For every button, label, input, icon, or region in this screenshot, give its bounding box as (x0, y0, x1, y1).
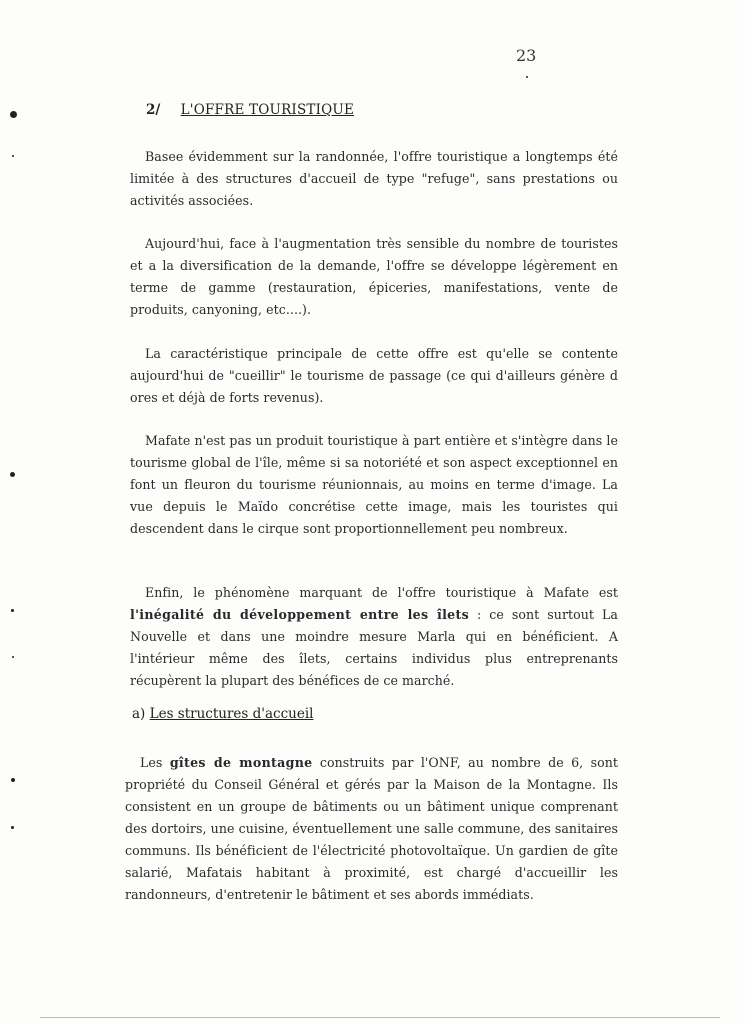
paragraph-4: Mafate n'est pas un produit touristique à part entière et s'intègre dans le tourisme global de l'île, même si sa notoriété et son aspect exceptionnel en font un fleuron du tourisme réunionnais, au moins en terme d'image. La vue depuis le Maïdo concrétise cette image, mais les touristes qui descendent dans le cirque sont proportionnellement peu nombreux. (130, 433, 618, 536)
subsection-heading (132, 706, 313, 722)
scan-speck (11, 826, 14, 829)
scan-speck (11, 778, 15, 782)
paragraph-6 (125, 752, 618, 906)
scan-speck (10, 472, 15, 477)
section-number: 2/ (146, 102, 161, 118)
page-number: 23 (516, 46, 537, 65)
paragraph-2: Aujourd'hui, face à l'augmentation très sensible du nombre de touristes et a la diversification de la demande, l'offre se développe légèrement en terme de gamme (restauration, épiceries, manifestations, vente de produits, canyoning, etc....). (130, 236, 618, 317)
paragraph-5-emphasis: l'inégalité du développement entre les îlets (130, 607, 469, 622)
page-edge (40, 1017, 720, 1018)
paragraph-1: Basee évidemment sur la randonnée, l'offre touristique a longtemps été limitée à des structures d'accueil de type "refuge", sans prestations ou activités associées. (130, 149, 618, 208)
paragraph-5-text-a: Enfin, le phénomène marquant de l'offre touristique à Mafate est (145, 585, 618, 600)
paragraph-6-emphasis: gîtes de montagne (169, 755, 313, 770)
scan-speck (11, 609, 14, 612)
scan-speck (12, 155, 14, 157)
section-heading (146, 102, 354, 118)
paragraph-6-text-a: Les (140, 755, 170, 770)
subsection-label: a) (132, 706, 146, 722)
scan-speck (526, 76, 528, 78)
paragraph-5 (130, 582, 618, 692)
scan-speck (12, 656, 14, 658)
paragraph-6-text-b: construits par l'ONF, au nombre de 6, sont propriété du Conseil Général et gérés par la Maison de la Montagne. Ils consistent en un groupe de bâtiments ou un bâtiment unique comprenant des dortoirs, une cuisine, éventuellement une salle commune, des sanitaires communs. Ils bénéficient de l'électricité photovoltaïque. Un gardien de gîte salarié, Mafatais habitant à proximité, est chargé d'accueillir les randonneurs, d'entretenir le bâtiment et ses abords immédiats. (125, 755, 618, 902)
paragraph-3: La caractéristique principale de cette offre est qu'elle se contente aujourd'hui de "cueillir" le tourisme de passage (ce qui d'ailleurs génère d ores et déjà de forts revenus). (130, 346, 618, 405)
section-title: L'OFFRE TOURISTIQUE (180, 102, 355, 118)
paragraph-5-text-b: : ce sont surtout La Nouvelle et dans une moindre mesure Marla qui en bénéficient. A l'intérieur même des îlets, certains individus plus entreprenants récupèrent la plupart des bénéfices de ce marché. (130, 607, 618, 688)
scan-speck (10, 111, 17, 118)
subsection-title: Les structures d'accueil (149, 706, 314, 722)
